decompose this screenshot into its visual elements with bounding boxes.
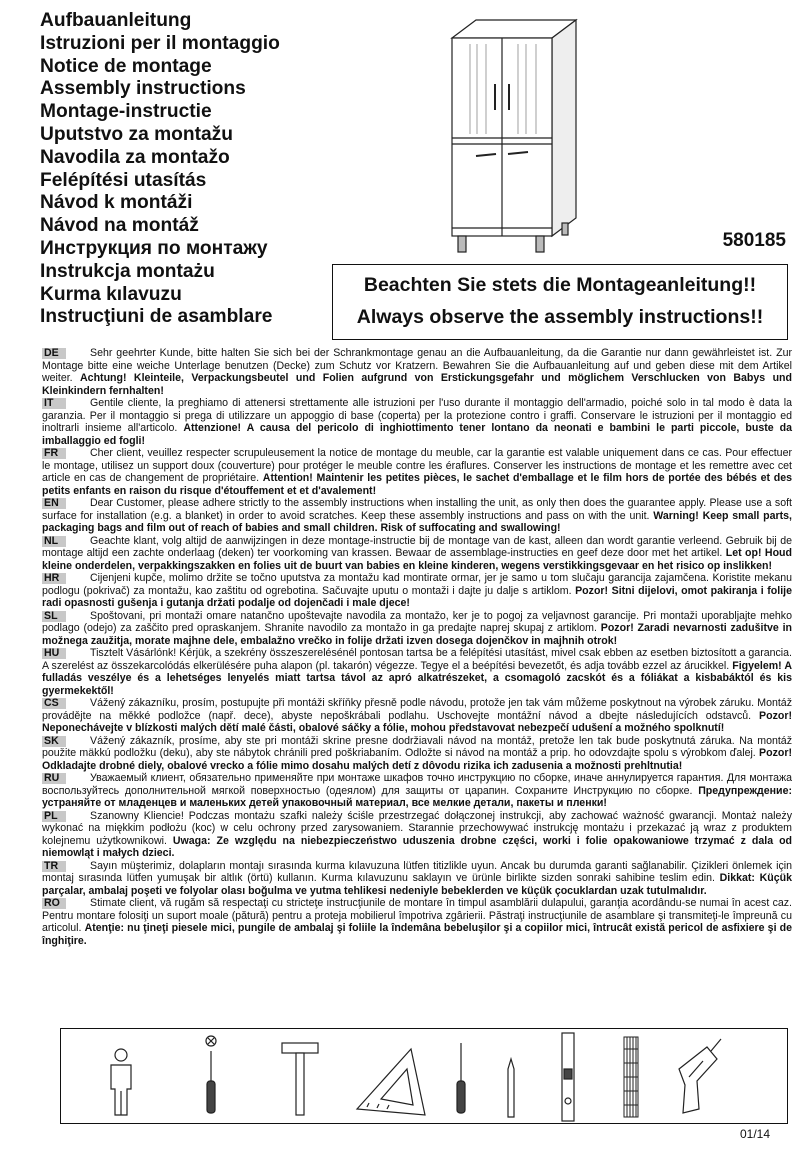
lang-warning: Let op! Houd kleine onderdelen, verpakkingszakken en folies uit de buurt van babies en kleine kinderen, wegens verstikkingsgevaar en het risico op inslikken! <box>42 547 792 572</box>
lang-paragraph-sl <box>42 610 792 648</box>
lang-code: NL <box>42 536 66 547</box>
lang-code: TR <box>42 861 66 872</box>
lang-code: HR <box>42 573 66 584</box>
lang-text: Vážený zákazníku, prosím, postupujte při montáži skříňky přesně podle návodu, protože jen tak vám můžeme poskytnout na výrobek záruku. Montáž provádějte na měkké podložce (např. dece), abyste nepoškrábali podlahu. Uschovejte montážní návod a dbejte následujících odstavců. <box>42 697 792 722</box>
lang-paragraph-sk <box>42 735 792 773</box>
lang-text: Stimate client, vă rugăm să respectaţi cu stricteţe instrucţiunile de montare în timpul asamblării dulapului, garanţia acordându-se numai în acest caz. Pentru montare folosiţi un suport moale (pătură) pentru a proteja mobilierul împotriva zgârierii. Păstraţi instrucţiunile de asamblare şi transmiteţi-le împreună cu articolul. <box>42 897 792 934</box>
notice-line-de: Beachten Sie stets die Montageanleitung!! <box>363 274 757 296</box>
lang-code: SL <box>42 611 66 622</box>
title-list <box>40 10 340 329</box>
lang-code: SK <box>42 736 66 747</box>
title-en: Assembly instructions <box>40 78 246 100</box>
title-tr: Kurma kılavuzu <box>40 283 182 305</box>
tools-panel <box>60 1028 788 1124</box>
lang-paragraph-pl <box>42 810 792 860</box>
lang-warning: Dikkat: Küçük parçalar, ambalaj poşeti ve folyolar olası boğulma ve yutma tehlikesi nedeniyle bebeklerden ve küçük çocuklardan uzak tutulmalıdır. <box>42 872 792 897</box>
assembly-person-icon <box>101 1029 141 1125</box>
lang-text: Sehr geehrter Kunde, bitte halten Sie sich bei der Schrankmontage genau an die Aufbauanleitung, da die Garantie nur dann gewährleistet ist. Zur Montage bitte eine weiche Unterlage benutzen (Decke) zum Schutz vor Kratzern. Bewahren Sie die Aufbauanleitung auf und geben diese mit dem Artikel weiter. <box>42 347 792 384</box>
assembly-notice-box <box>332 264 788 340</box>
title-ru: Инструкция по монтажу <box>40 237 268 259</box>
lang-warning: Figyelem! A fulladás veszélye és a lehetséges lenyelés miatt tartsa távol az apró alkatrészeket, a csomagoló zacskót és a fóliákat a kisbabáktól és kis gyermekektől! <box>42 659 792 697</box>
language-instructions <box>42 347 792 947</box>
article-number: 580185 <box>722 230 786 251</box>
lang-paragraph-ro <box>42 897 792 947</box>
lang-code: EN <box>42 498 66 509</box>
title-nl: Montage-instructie <box>40 101 212 123</box>
lang-warning: Atenţie: nu ţineţi piesele mici, pungile de ambalaj şi foliile la îndemâna bebeluşilor şi a copiilor mici, întrucât există pericol de asfixiere şi de înghiţire. <box>42 922 792 947</box>
lang-warning: Achtung! Kleinteile, Verpackungsbeutel und Folien aufgrund von Erstickungsgefahr und möglichem Verschlucken von Babys und Kleinkindern fernhalten! <box>42 372 792 397</box>
lang-text: Szanowny Kliencie! Podczas montażu szafki należy ściśle przestrzegać dołączonej instrukcji, aby zachować ważność gwarancji. Montaż należy wykonać na miękkim podłożu (koc) w celu ochrony przed zarysowaniem. Starannie przechowywać instrukcję montażu i przekazać ją wraz z produktem kolejnemu użytkownikowi. <box>42 809 792 847</box>
lang-warning: Attention! Maintenir les petites pièces, le sachet d'emballage et le film hors de portée des bébés et des petits enfants en raison du risque d'étouffement et et d'avalement! <box>42 472 793 497</box>
lang-code: HU <box>42 648 66 659</box>
lang-paragraph-hr <box>42 572 792 610</box>
lang-text: Уважаемый клиент, обязательно применяйте при монтаже шкафов точно инструкцию по сборке, иначе аннулируется гарантия. Для монтажа воспользуйтесь дополнительной мягкой поверхностью (одеялом) для защиты от царапин. Сохраните Инструкцию по сборке. <box>42 772 792 797</box>
page-number: 01/14 <box>739 1127 770 1141</box>
folding-ruler-icon <box>616 1029 646 1125</box>
lang-paragraph-de <box>42 347 792 397</box>
power-drill-icon <box>669 1029 729 1125</box>
lang-text: Tisztelt Vásárlónk! Kérjük, a szekrény összeszerelésénél pontosan tartsa be a felépítési utasítást, mivel csak ebben az esetben biztosított a garancia. A szerelést az összekarcolódás elkerülésére puha alapon (pl. takarón) végezze. Tegye el a beépítési bevezetőt, és adja tovább ezzel az árucikkel. <box>42 647 792 672</box>
lang-paragraph-cs <box>42 697 792 735</box>
lang-code: RO <box>42 898 66 909</box>
lang-code: IT <box>42 398 66 409</box>
lang-paragraph-ru <box>42 772 792 810</box>
title-hu: Felépítési utasítás <box>40 169 207 191</box>
lang-text: Sayın müşterimiz, dolapların montajı sırasında kurma kılavuzuna lütfen titizlikle uyun. Ancak bu durumda garanti sağlanabilir. Çizikleri önlemek için montaj sırasında lütfen yumuşak bir altlık (örtü) kullanın. Kurma kılavuzunu saklayın ve ürünle birlikte sizden sonraki sahibine teslim edin. <box>42 859 792 884</box>
lang-code: FR <box>42 448 66 459</box>
lang-text: Geachte klant, volg altijd de aanwijzingen in deze montage-instructie bij de montage van de kast, alleen dan wordt garantie verleend. Gebruik bij de montage altijd een zachte onderlaag (deken) ter voorkoming van krassen. Bewaar de assemblage-instructies en geef deze door met het artikel. <box>42 534 792 559</box>
lang-code: RU <box>42 773 66 784</box>
title-pl: Instrukcja montażu <box>40 260 215 282</box>
lang-paragraph-it <box>42 397 792 447</box>
lang-paragraph-fr <box>42 447 792 497</box>
pencil-icon <box>501 1029 521 1125</box>
lang-warning: Uwaga: Ze względu na niebezpieczeństwo uduszenia drobne części, worki i folie opakowaniowe trzymać z dala od niemowląt i małych dzieci. <box>42 834 793 859</box>
lang-warning: Attenzione! A causa del pericolo di inghiottimento tener lontano da neonati e bambini le parti piccole, buste da imballaggio ed fogli! <box>42 422 792 447</box>
lang-code: PL <box>42 811 66 822</box>
title-sl: Navodila za montažo <box>40 146 230 168</box>
phillips-screwdriver-icon <box>196 1029 226 1125</box>
lang-warning: Pozor! Zaradi nevarnosti zadušitve in možnega zaužitja, morate majhne dele, embalažno vrečko in folije držati izven dosega dojenčkov in majhnih otrok! <box>42 622 792 647</box>
lang-warning: Pozor! Neponechávejte v blízkosti malých dětí malé části, obalové sáčky a fólie, mohou představovat nebezpečí udušení a možného spolknutí! <box>42 709 792 734</box>
lang-text: Cijenjeni kupče, molimo držite se točno uputstva za montažu kad montirate ormar, jer je samo u tom slučaju garancija zajamčena. Koristite mekanu podlogu (pokrivač) za montažu, kao zaštitu od ogrebotina. Sačuvajte uputu o montaži i dajte ju dalje s artiklom. <box>42 572 792 597</box>
lang-code: CS <box>42 698 66 709</box>
lang-text: Spoštovani, pri montaži omare natančno upoštevajte navodila za montažo, ker je to pogoj za veljavnost garancije. Pri montaži uporabljajte mehko podlago (odejo) za zaščito pred opraskanjem. Shranite navodilo za montažo in ga predajte naprej skupaj z artiklom. <box>42 609 792 634</box>
lang-warning: Pozor! Odkladajte drobné diely, obalové vrecko a fólie mimo dosahu malých detí z dôvodu rizika ich zadusenia a možnosti prehltnutia! <box>42 747 792 772</box>
hammer-icon <box>276 1029 326 1125</box>
lang-paragraph-nl <box>42 535 792 573</box>
title-cs: Návod k montáži <box>40 192 193 214</box>
lang-text: Dear Customer, please adhere strictly to the assembly instructions when installing the unit, as only then does the guarantee apply. Please use a soft surface for installation (e.g. a blanket) in order to avoid scratches. Keep these assembly instructions and pass on with the unit. <box>42 497 792 522</box>
spirit-level-icon <box>556 1029 580 1125</box>
notice-line-en: Always observe the assembly instructions!! <box>356 306 764 328</box>
title-ro: Instrucţiuni de asamblare <box>40 306 273 328</box>
lang-warning: Warning! Keep small parts, packaging bags and film out of reach of babies and small children. Risk of suffocating and swallowing! <box>42 509 792 534</box>
lang-paragraph-hu <box>42 647 792 697</box>
lang-warning: Pozor! Sitni dijelovi, omot pakiranja i folije radi opasnosti gušenja i gutanja držati podalje od dojenčadi i male djece! <box>42 584 792 609</box>
flat-screwdriver-icon <box>446 1029 476 1125</box>
title-it: Istruzioni per il montaggio <box>40 32 280 54</box>
lang-paragraph-tr <box>42 860 792 898</box>
lang-paragraph-en <box>42 497 792 535</box>
lang-text: Gentile cliente, la preghiamo di attenersi strettamente alle istruzioni per l'uso durante il montaggio dell'armadio, poiché solo in tal modo è data la garanzia. Per il montaggio si prega di utilizzare un appoggio di base (coperta) per la protezione contro i graffi. Conservare le istruzioni per il montaggio ed inoltrarli insieme all'articolo. <box>42 397 792 434</box>
cabinet-illustration <box>448 18 590 260</box>
lang-warning: Предупреждение: устраняйте от младенцев и маленьких детей упаковочный материал, все мелкие детали, пакеты и пленки! <box>42 784 792 809</box>
lang-text: Vážený zákazník, prosíme, aby ste pri montáži skrine presne dodržiavali návod na montáž, pretože len tak bude poskytnutá záruka. Na montáž použite mäkkú podložku (deku), aby ste nábytok chránili pred poškriabaním. Odložte si návod na montáž a prip. ho odovzdajte spolu s výrobkom ďalej. <box>42 734 792 759</box>
set-square-icon <box>353 1029 428 1125</box>
lang-text: Cher client, veuillez respecter scrupuleusement la notice de montage du meuble, car la garantie est valable uniquement dans ce cas. Pour effectuer le montage, utilisez un support doux (couverture) pour protéger le meuble contre les éraflures. Conserver les instructions de montage et les remettre avec cet article en cas de changement de propriétaire. <box>42 447 792 484</box>
title-de: Aufbauanleitung <box>40 10 192 31</box>
lang-code: DE <box>42 348 66 359</box>
title-hr: Uputstvo za montažu <box>40 123 233 145</box>
title-sk: Návod na montáž <box>40 215 199 237</box>
title-fr: Notice de montage <box>40 55 212 77</box>
